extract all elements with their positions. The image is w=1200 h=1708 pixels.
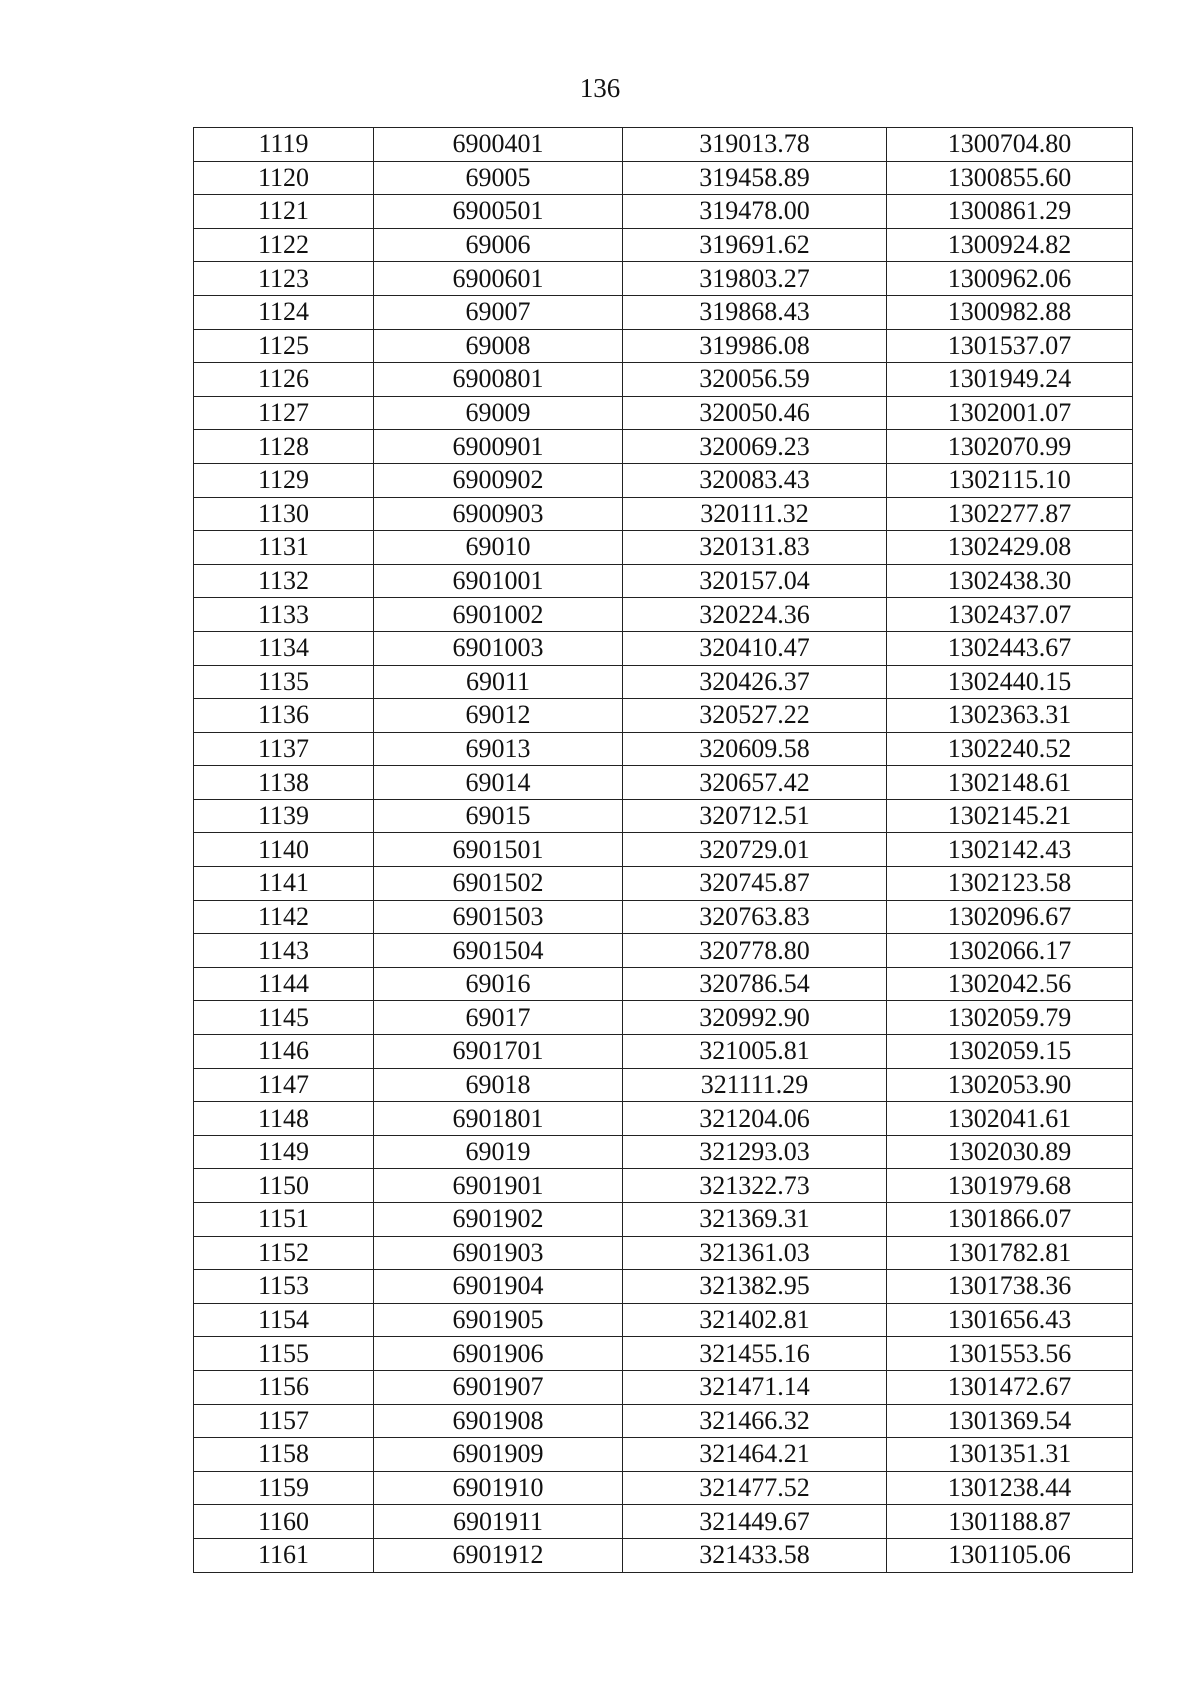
- x-coordinate-cell: 321471.14: [623, 1370, 887, 1404]
- point-id-cell: 69012: [374, 699, 623, 733]
- point-id-cell: 6901503: [374, 900, 623, 934]
- y-coordinate-cell: 1300924.82: [887, 228, 1133, 262]
- point-id-cell: 6901504: [374, 934, 623, 968]
- y-coordinate-cell: 1302059.79: [887, 1001, 1133, 1035]
- table-row: [194, 1538, 1133, 1572]
- point-id-cell: 6901911: [374, 1505, 623, 1539]
- x-coordinate-cell: 320069.23: [623, 430, 887, 464]
- point-id-cell: 6900601: [374, 262, 623, 296]
- point-id-cell: 6901003: [374, 631, 623, 665]
- table-row: [194, 934, 1133, 968]
- table-row: [194, 195, 1133, 229]
- table-row: [194, 699, 1133, 733]
- y-coordinate-cell: 1301553.56: [887, 1337, 1133, 1371]
- y-coordinate-cell: 1302429.08: [887, 531, 1133, 565]
- y-coordinate-cell: 1302363.31: [887, 699, 1133, 733]
- y-coordinate-cell: 1301979.68: [887, 1169, 1133, 1203]
- y-coordinate-cell: 1301351.31: [887, 1438, 1133, 1472]
- table-row: [194, 262, 1133, 296]
- y-coordinate-cell: 1302438.30: [887, 564, 1133, 598]
- point-id-cell: 6901902: [374, 1203, 623, 1237]
- row-number-cell: 1158: [194, 1438, 374, 1472]
- x-coordinate-cell: 321433.58: [623, 1538, 887, 1572]
- x-coordinate-cell: 320778.80: [623, 934, 887, 968]
- point-id-cell: 6901912: [374, 1538, 623, 1572]
- y-coordinate-cell: 1302030.89: [887, 1135, 1133, 1169]
- x-coordinate-cell: 320111.32: [623, 497, 887, 531]
- row-number-cell: 1137: [194, 732, 374, 766]
- y-coordinate-cell: 1301472.67: [887, 1370, 1133, 1404]
- row-number-cell: 1127: [194, 396, 374, 430]
- table-row: [194, 1370, 1133, 1404]
- point-id-cell: 69016: [374, 967, 623, 1001]
- y-coordinate-cell: 1301188.87: [887, 1505, 1133, 1539]
- table-row: [194, 631, 1133, 665]
- x-coordinate-cell: 321455.16: [623, 1337, 887, 1371]
- table-row: [194, 598, 1133, 632]
- x-coordinate-cell: 319691.62: [623, 228, 887, 262]
- point-id-cell: 6901903: [374, 1236, 623, 1270]
- y-coordinate-cell: 1302042.56: [887, 967, 1133, 1001]
- table-row: [194, 967, 1133, 1001]
- x-coordinate-cell: 320786.54: [623, 967, 887, 1001]
- x-coordinate-cell: 321402.81: [623, 1303, 887, 1337]
- row-number-cell: 1129: [194, 463, 374, 497]
- y-coordinate-cell: 1302001.07: [887, 396, 1133, 430]
- x-coordinate-cell: 321369.31: [623, 1203, 887, 1237]
- row-number-cell: 1159: [194, 1471, 374, 1505]
- y-coordinate-cell: 1302440.15: [887, 665, 1133, 699]
- table-row: [194, 430, 1133, 464]
- x-coordinate-cell: 321322.73: [623, 1169, 887, 1203]
- row-number-cell: 1152: [194, 1236, 374, 1270]
- x-coordinate-cell: 320527.22: [623, 699, 887, 733]
- table-row: [194, 329, 1133, 363]
- table-row: [194, 1068, 1133, 1102]
- x-coordinate-cell: 320609.58: [623, 732, 887, 766]
- x-coordinate-cell: 321111.29: [623, 1068, 887, 1102]
- row-number-cell: 1160: [194, 1505, 374, 1539]
- row-number-cell: 1135: [194, 665, 374, 699]
- table-row: [194, 463, 1133, 497]
- point-id-cell: 69019: [374, 1135, 623, 1169]
- table-row: [194, 1102, 1133, 1136]
- point-id-cell: 6901001: [374, 564, 623, 598]
- x-coordinate-cell: 320745.87: [623, 867, 887, 901]
- point-id-cell: 69007: [374, 295, 623, 329]
- table-row: [194, 1505, 1133, 1539]
- y-coordinate-cell: 1302059.15: [887, 1035, 1133, 1069]
- table-row: [194, 564, 1133, 598]
- point-id-cell: 6901904: [374, 1270, 623, 1304]
- table-row: [194, 1303, 1133, 1337]
- row-number-cell: 1119: [194, 128, 374, 162]
- table-row: [194, 396, 1133, 430]
- row-number-cell: 1143: [194, 934, 374, 968]
- x-coordinate-cell: 319868.43: [623, 295, 887, 329]
- table-row: [194, 1001, 1133, 1035]
- page-number: 136: [579, 73, 621, 103]
- x-coordinate-cell: 320157.04: [623, 564, 887, 598]
- x-coordinate-cell: 319986.08: [623, 329, 887, 363]
- point-id-cell: 6901905: [374, 1303, 623, 1337]
- y-coordinate-cell: 1301105.06: [887, 1538, 1133, 1572]
- row-number-cell: 1154: [194, 1303, 374, 1337]
- x-coordinate-cell: 321449.67: [623, 1505, 887, 1539]
- table-row: [194, 128, 1133, 162]
- x-coordinate-cell: 320729.01: [623, 833, 887, 867]
- row-number-cell: 1139: [194, 799, 374, 833]
- row-number-cell: 1131: [194, 531, 374, 565]
- y-coordinate-cell: 1301738.36: [887, 1270, 1133, 1304]
- row-number-cell: 1123: [194, 262, 374, 296]
- row-number-cell: 1157: [194, 1404, 374, 1438]
- x-coordinate-cell: 320083.43: [623, 463, 887, 497]
- row-number-cell: 1146: [194, 1035, 374, 1069]
- table-row: [194, 867, 1133, 901]
- x-coordinate-cell: 319458.89: [623, 161, 887, 195]
- table-row: [194, 1438, 1133, 1472]
- x-coordinate-cell: 320131.83: [623, 531, 887, 565]
- table-row: [194, 1135, 1133, 1169]
- table-row: [194, 766, 1133, 800]
- y-coordinate-cell: 1301866.07: [887, 1203, 1133, 1237]
- y-coordinate-cell: 1302443.67: [887, 631, 1133, 665]
- table-body: [194, 128, 1133, 1573]
- point-id-cell: 6900801: [374, 363, 623, 397]
- point-id-cell: 6900501: [374, 195, 623, 229]
- row-number-cell: 1138: [194, 766, 374, 800]
- y-coordinate-cell: 1302437.07: [887, 598, 1133, 632]
- row-number-cell: 1144: [194, 967, 374, 1001]
- point-id-cell: 69010: [374, 531, 623, 565]
- y-coordinate-cell: 1301369.54: [887, 1404, 1133, 1438]
- y-coordinate-cell: 1302066.17: [887, 934, 1133, 968]
- y-coordinate-cell: 1300982.88: [887, 295, 1133, 329]
- y-coordinate-cell: 1302053.90: [887, 1068, 1133, 1102]
- table-row: [194, 161, 1133, 195]
- table-row: [194, 1169, 1133, 1203]
- point-id-cell: 69014: [374, 766, 623, 800]
- point-id-cell: 6901502: [374, 867, 623, 901]
- y-coordinate-cell: 1302070.99: [887, 430, 1133, 464]
- row-number-cell: 1134: [194, 631, 374, 665]
- y-coordinate-cell: 1302123.58: [887, 867, 1133, 901]
- point-id-cell: 6901907: [374, 1370, 623, 1404]
- x-coordinate-cell: 320050.46: [623, 396, 887, 430]
- row-number-cell: 1125: [194, 329, 374, 363]
- point-id-cell: 6901701: [374, 1035, 623, 1069]
- row-number-cell: 1120: [194, 161, 374, 195]
- x-coordinate-cell: 321005.81: [623, 1035, 887, 1069]
- row-number-cell: 1122: [194, 228, 374, 262]
- point-id-cell: 69011: [374, 665, 623, 699]
- point-id-cell: 6901910: [374, 1471, 623, 1505]
- x-coordinate-cell: 321382.95: [623, 1270, 887, 1304]
- point-id-cell: 6900903: [374, 497, 623, 531]
- row-number-cell: 1142: [194, 900, 374, 934]
- point-id-cell: 6900401: [374, 128, 623, 162]
- table-row: [194, 1270, 1133, 1304]
- y-coordinate-cell: 1301782.81: [887, 1236, 1133, 1270]
- y-coordinate-cell: 1302240.52: [887, 732, 1133, 766]
- y-coordinate-cell: 1302142.43: [887, 833, 1133, 867]
- x-coordinate-cell: 321204.06: [623, 1102, 887, 1136]
- x-coordinate-cell: 321293.03: [623, 1135, 887, 1169]
- row-number-cell: 1124: [194, 295, 374, 329]
- row-number-cell: 1161: [194, 1538, 374, 1572]
- row-number-cell: 1145: [194, 1001, 374, 1035]
- row-number-cell: 1150: [194, 1169, 374, 1203]
- coordinates-table: [193, 127, 1133, 1573]
- row-number-cell: 1148: [194, 1102, 374, 1136]
- row-number-cell: 1128: [194, 430, 374, 464]
- y-coordinate-cell: 1301656.43: [887, 1303, 1133, 1337]
- row-number-cell: 1140: [194, 833, 374, 867]
- table-row: [194, 497, 1133, 531]
- x-coordinate-cell: 320224.36: [623, 598, 887, 632]
- table-row: [194, 799, 1133, 833]
- x-coordinate-cell: 320410.47: [623, 631, 887, 665]
- row-number-cell: 1132: [194, 564, 374, 598]
- point-id-cell: 6900902: [374, 463, 623, 497]
- row-number-cell: 1126: [194, 363, 374, 397]
- y-coordinate-cell: 1302148.61: [887, 766, 1133, 800]
- row-number-cell: 1147: [194, 1068, 374, 1102]
- row-number-cell: 1136: [194, 699, 374, 733]
- point-id-cell: 6900901: [374, 430, 623, 464]
- row-number-cell: 1121: [194, 195, 374, 229]
- point-id-cell: 6901002: [374, 598, 623, 632]
- point-id-cell: 6901908: [374, 1404, 623, 1438]
- table-row: [194, 1471, 1133, 1505]
- x-coordinate-cell: 320657.42: [623, 766, 887, 800]
- row-number-cell: 1151: [194, 1203, 374, 1237]
- point-id-cell: 69006: [374, 228, 623, 262]
- point-id-cell: 69017: [374, 1001, 623, 1035]
- point-id-cell: 69005: [374, 161, 623, 195]
- point-id-cell: 6901801: [374, 1102, 623, 1136]
- y-coordinate-cell: 1301537.07: [887, 329, 1133, 363]
- y-coordinate-cell: 1302096.67: [887, 900, 1133, 934]
- table-row: [194, 732, 1133, 766]
- x-coordinate-cell: 321464.21: [623, 1438, 887, 1472]
- table-row: [194, 1236, 1133, 1270]
- point-id-cell: 6901901: [374, 1169, 623, 1203]
- y-coordinate-cell: 1300962.06: [887, 262, 1133, 296]
- x-coordinate-cell: 321477.52: [623, 1471, 887, 1505]
- table-row: [194, 900, 1133, 934]
- x-coordinate-cell: 320712.51: [623, 799, 887, 833]
- y-coordinate-cell: 1300704.80: [887, 128, 1133, 162]
- x-coordinate-cell: 319478.00: [623, 195, 887, 229]
- y-coordinate-cell: 1302277.87: [887, 497, 1133, 531]
- x-coordinate-cell: 320992.90: [623, 1001, 887, 1035]
- row-number-cell: 1149: [194, 1135, 374, 1169]
- x-coordinate-cell: 321361.03: [623, 1236, 887, 1270]
- row-number-cell: 1133: [194, 598, 374, 632]
- row-number-cell: 1130: [194, 497, 374, 531]
- table-row: [194, 531, 1133, 565]
- table-row: [194, 833, 1133, 867]
- row-number-cell: 1155: [194, 1337, 374, 1371]
- y-coordinate-cell: 1300861.29: [887, 195, 1133, 229]
- y-coordinate-cell: 1301949.24: [887, 363, 1133, 397]
- y-coordinate-cell: 1302115.10: [887, 463, 1133, 497]
- row-number-cell: 1153: [194, 1270, 374, 1304]
- y-coordinate-cell: 1300855.60: [887, 161, 1133, 195]
- row-number-cell: 1141: [194, 867, 374, 901]
- point-id-cell: 6901909: [374, 1438, 623, 1472]
- table-row: [194, 363, 1133, 397]
- table-row: [194, 228, 1133, 262]
- table-row: [194, 1203, 1133, 1237]
- x-coordinate-cell: 319013.78: [623, 128, 887, 162]
- y-coordinate-cell: 1301238.44: [887, 1471, 1133, 1505]
- table-row: [194, 1337, 1133, 1371]
- table-row: [194, 665, 1133, 699]
- x-coordinate-cell: 320056.59: [623, 363, 887, 397]
- point-id-cell: 6901501: [374, 833, 623, 867]
- point-id-cell: 69008: [374, 329, 623, 363]
- point-id-cell: 69009: [374, 396, 623, 430]
- row-number-cell: 1156: [194, 1370, 374, 1404]
- table-row: [194, 1035, 1133, 1069]
- y-coordinate-cell: 1302041.61: [887, 1102, 1133, 1136]
- x-coordinate-cell: 320426.37: [623, 665, 887, 699]
- x-coordinate-cell: 321466.32: [623, 1404, 887, 1438]
- table-row: [194, 1404, 1133, 1438]
- point-id-cell: 69018: [374, 1068, 623, 1102]
- y-coordinate-cell: 1302145.21: [887, 799, 1133, 833]
- point-id-cell: 6901906: [374, 1337, 623, 1371]
- table-row: [194, 295, 1133, 329]
- point-id-cell: 69015: [374, 799, 623, 833]
- x-coordinate-cell: 320763.83: [623, 900, 887, 934]
- x-coordinate-cell: 319803.27: [623, 262, 887, 296]
- point-id-cell: 69013: [374, 732, 623, 766]
